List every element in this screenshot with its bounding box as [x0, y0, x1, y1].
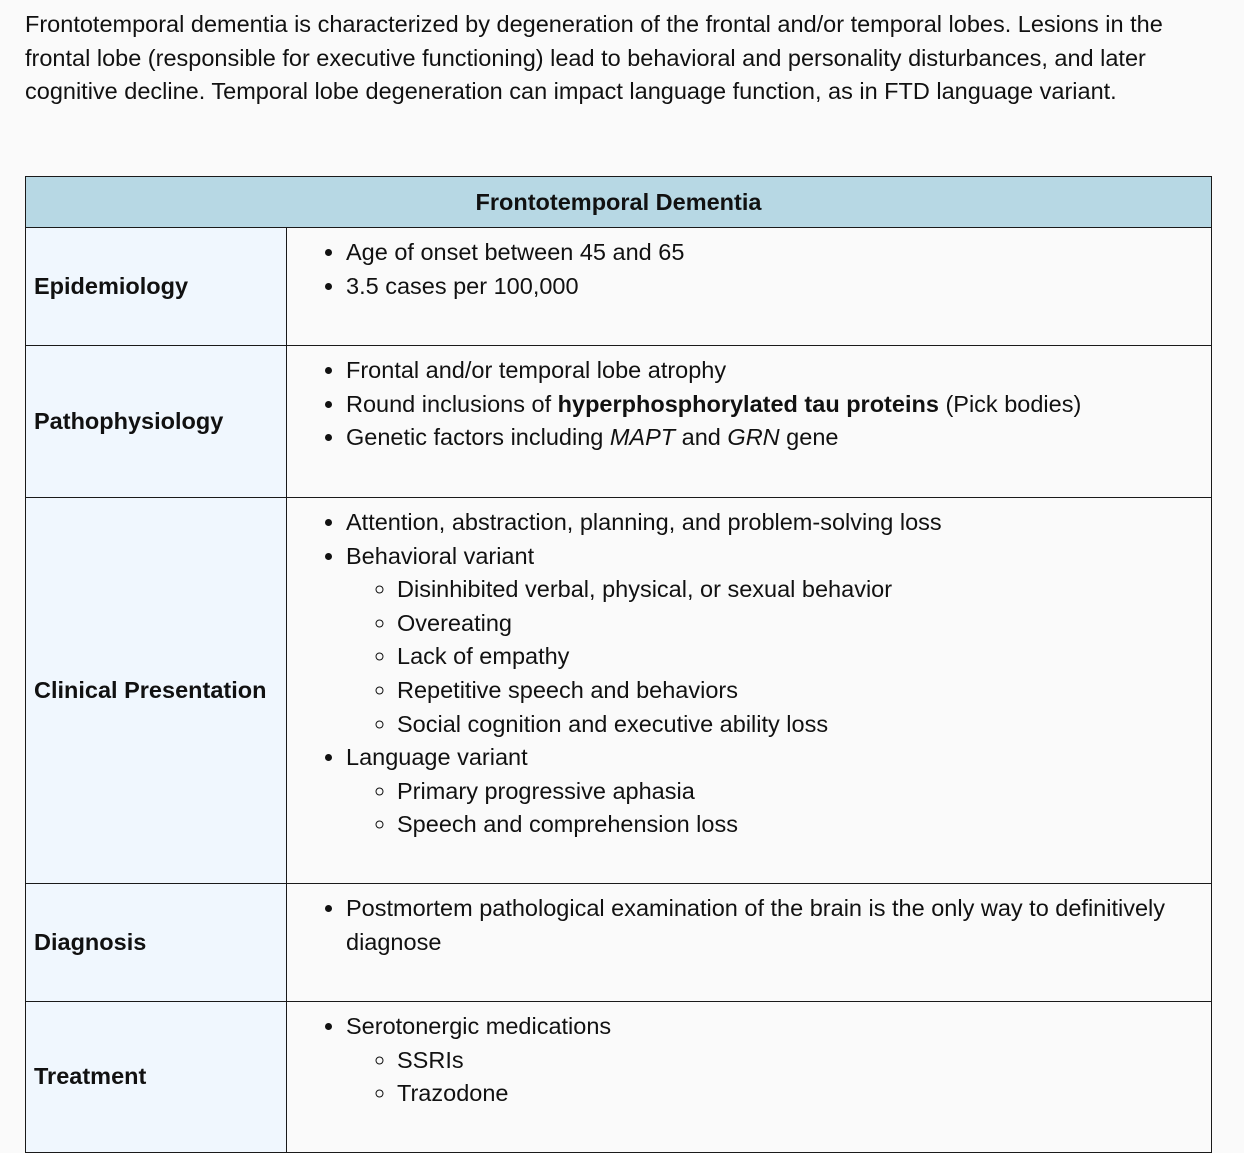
- row-content-pathophysiology: [287, 346, 1212, 498]
- table-row: [26, 228, 1212, 346]
- list-item: [346, 1010, 1211, 1111]
- sub-list-item: ◦ Repetitive speech and behaviors: [397, 674, 1211, 708]
- language-variant-label: Language variant: [346, 744, 528, 771]
- sub-list-item: ◦ Disinhibited verbal, physical, or sexual behavior: [397, 573, 1211, 607]
- list-item: [346, 388, 1211, 422]
- table-row: [26, 884, 1212, 1002]
- row-content-clinical-presentation: [287, 498, 1212, 884]
- treatment-item-label: Serotonergic medications: [346, 1013, 612, 1039]
- list-item: • Age of onset between 45 and 65: [346, 236, 1211, 270]
- row-content-diagnosis: [287, 884, 1212, 1002]
- sub-list-item: ◦ Speech and comprehension loss: [397, 808, 1211, 842]
- text-segment: gene: [779, 424, 839, 451]
- sub-list-item: ◦ Lack of empathy: [397, 640, 1211, 674]
- bold-term: hyperphosphorylated tau proteins: [557, 390, 939, 417]
- intro-paragraph: Frontotemporal dementia is characterized by degeneration of the frontal and/or temporal lobes. Lesions in the frontal lobe (responsible for executive functioning) lead to behavioral and personality disturbances, and later cognitive decline. Temporal lobe degeneration can impact language function, as in FTD language variant.: [25, 11, 1163, 105]
- row-label-pathophysiology: Pathophysiology: [26, 346, 287, 498]
- list-item: [346, 540, 1211, 742]
- row-label-diagnosis: Diagnosis: [26, 884, 287, 1002]
- gene-name: GRN: [727, 424, 780, 451]
- row-label-clinical-presentation: Clinical Presentation: [26, 498, 287, 884]
- table-row: [26, 1002, 1212, 1153]
- list-item: • Postmortem pathological examination of the brain is the only way to definitively diagnose: [346, 892, 1211, 959]
- row-label-treatment: Treatment: [26, 1002, 287, 1153]
- list-item: • 3.5 cases per 100,000: [346, 270, 1211, 304]
- row-content-epidemiology: [287, 228, 1212, 346]
- sub-list-item: ◦ Primary progressive aphasia: [397, 775, 1211, 809]
- sub-list-item: ◦ Trazodone: [397, 1077, 1211, 1111]
- table-header-row: [26, 177, 1212, 228]
- sub-list-item: ◦ Overeating: [397, 607, 1211, 641]
- sub-list-item: ◦ SSRIs: [397, 1044, 1211, 1078]
- text-segment: (Pick bodies): [938, 390, 1082, 417]
- sub-list-item: ◦ Social cognition and executive ability loss: [397, 708, 1211, 742]
- list-item: [346, 741, 1211, 842]
- list-item: [346, 421, 1211, 455]
- list-item: • Frontal and/or temporal lobe atrophy: [346, 354, 1211, 388]
- table-row: [26, 498, 1212, 884]
- ftd-table: [25, 176, 1212, 1153]
- row-label-epidemiology: Epidemiology: [26, 228, 287, 346]
- text-segment: and: [675, 424, 728, 451]
- table-title: Frontotemporal Dementia: [26, 177, 1212, 228]
- gene-name: MAPT: [609, 424, 676, 451]
- table-row: [26, 346, 1212, 498]
- behavioral-variant-label: Behavioral variant: [346, 542, 535, 569]
- list-item: • Attention, abstraction, planning, and problem-solving loss: [346, 506, 1211, 540]
- text-segment: Round inclusions of: [346, 390, 558, 417]
- row-content-treatment: [287, 1002, 1212, 1153]
- text-segment: Genetic factors including: [346, 424, 610, 451]
